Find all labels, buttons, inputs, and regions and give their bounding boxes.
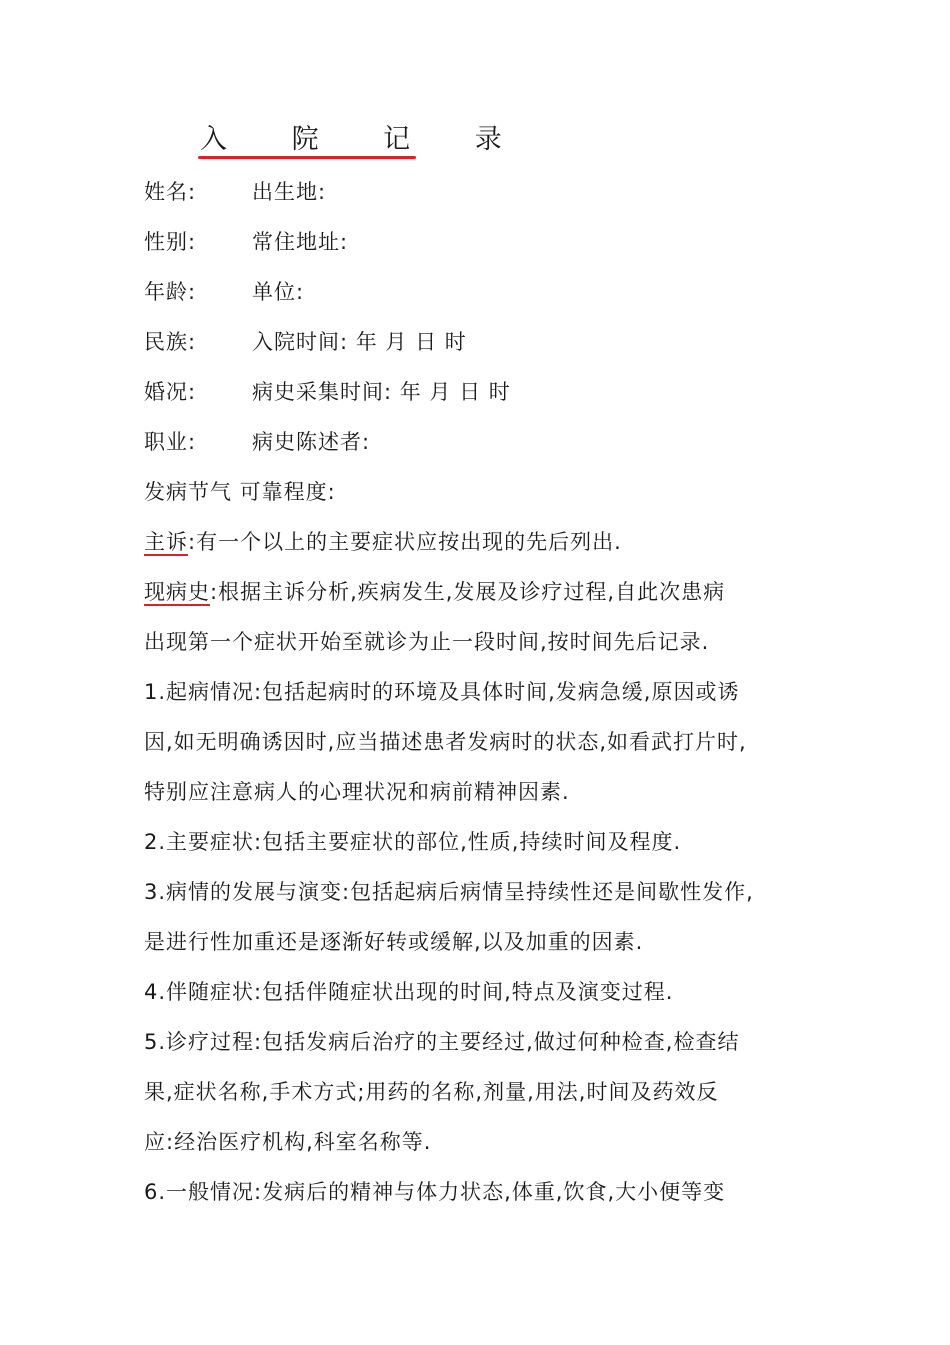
field-narrator-label: 病史陈述者: [252,430,371,454]
item-line: 应:经治医疗机构,科室名称等. [144,1130,432,1154]
field-history-time-label: 病史采集时间: 年 月 日 时 [252,380,511,404]
item-line: 2.主要症状:包括主要症状的部位,性质,持续时间及程度. [144,830,682,854]
field-occupation-label: 职业: [144,430,197,454]
field-marital-label: 婚况: [144,380,197,404]
item-line: 1.起病情况:包括起病时的环境及具体时间,发病急缓,原因或诱 [144,680,740,704]
field-age-label: 年龄: [144,280,197,304]
item-line: 果,症状名称,手术方式;用药的名称,剂量,用法,时间及药效反 [144,1080,719,1104]
item-line: 3.病情的发展与演变:包括起病后病情呈持续性还是间歇性发作, [144,880,754,904]
item-line: 是进行性加重还是逐渐好转或缓解,以及加重的因素. [144,930,644,954]
field-ethnicity-label: 民族: [144,330,197,354]
chief-complaint [144,527,622,557]
item-line: 4.伴随症状:包括伴随症状出现的时间,特点及演变过程. [144,980,674,1004]
present-illness [144,577,725,607]
present-illness-text-1: :根据主诉分析,疾病发生,发展及诊疗过程,自此次患病 [210,580,726,604]
chief-complaint-label: 主诉 [144,530,188,554]
present-illness-text-2: 出现第一个症状开始至就诊为止一段时间,按时间先后记录. [144,630,710,654]
item-line: 特别应注意病人的心理状况和病前精神因素. [144,780,570,804]
field-name-label: 姓名: [144,180,197,204]
present-illness-label: 现病史 [144,580,210,604]
item-line: 6.一般情况:发病后的精神与体力状态,体重,饮食,大小便等变 [144,1180,726,1204]
item-line: 因,如无明确诱因时,应当描述患者发病时的状态,如看武打片时, [144,730,747,754]
field-birthplace-label: 出生地: [252,180,327,204]
item-line: 5.诊疗过程:包括发病后治疗的主要经过,做过何种检查,检查结 [144,1030,740,1054]
field-address-label: 常住地址: [252,230,349,254]
chief-complaint-text: :有一个以上的主要症状应按出现的先后列出. [188,530,622,554]
title-underline [198,156,416,159]
page-title: 入 院 记 录 [200,124,530,155]
field-gender-label: 性别: [144,230,197,254]
field-onset-reliability: 发病节气 可靠程度: [144,480,336,504]
field-admission-time-label: 入院时间: 年 月 日 时 [252,330,467,354]
field-unit-label: 单位: [252,280,305,304]
